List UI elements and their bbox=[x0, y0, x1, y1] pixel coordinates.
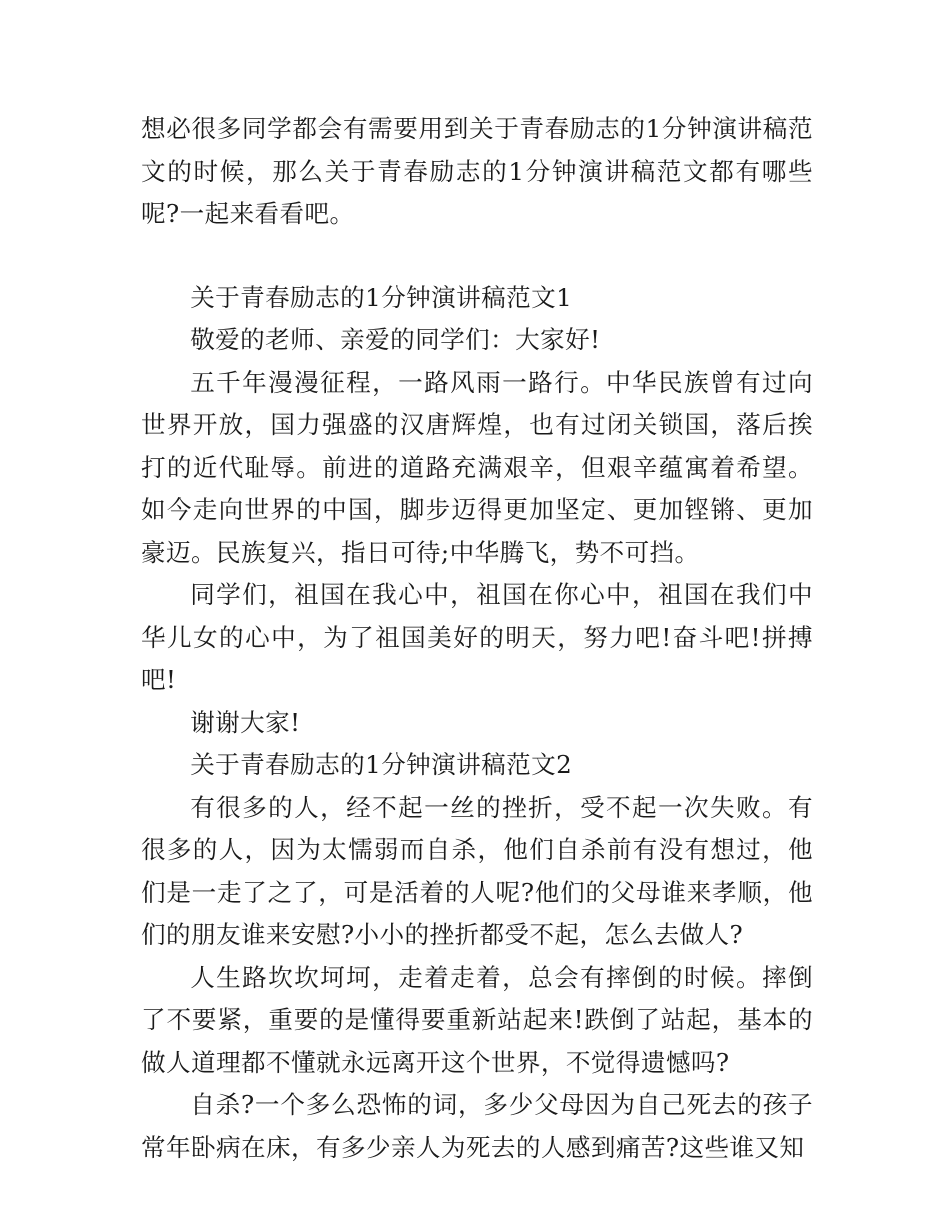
greeting-paragraph: 敬爱的老师、亲爱的同学们：大家好! bbox=[190, 325, 601, 354]
body-paragraph: 同学们，祖国在我心中，祖国在你心中，祖国在我们中华儿女的心中，为了祖国美好的明天，努力吧!奋斗吧!拼搏吧! bbox=[141, 580, 813, 694]
body-paragraph: 自杀?一个多么恐怖的词，多少父母因为自己死去的孩子常年卧病在床，有多少亲人为死去的人感到痛苦?这些谁又知 bbox=[141, 1090, 813, 1162]
body-paragraph: 有很多的人，经不起一丝的挫折，受不起一次失败。有很多的人，因为太懦弱而自杀，他们自杀前有没有想过，他们是一走了之了，可是活着的人呢?他们的父母谁来孝顺，他们的朋友谁来安慰?小小的挫折都受不起，怎么去做人? bbox=[141, 792, 813, 949]
body-paragraph: 五千年漫漫征程，一路风雨一路行。中华民族曾有过向世界开放，国力强盛的汉唐辉煌，也有过闭关锁国，落后挨打的近代耻辱。前进的道路充满艰辛，但艰辛蕴寓着希望。如今走向世界的中国，脚步迈得更加坚定、更加铿锵、更加豪迈。民族复兴，指日可待;中华腾飞，势不可挡。 bbox=[141, 367, 813, 567]
document-body bbox=[141, 108, 813, 1169]
intro-paragraph: 想必很多同学都会有需要用到关于青春励志的1分钟演讲稿范文的时候，那么关于青春励志的1分钟演讲稿范文都有哪些呢?一起来看看吧。 bbox=[141, 114, 813, 228]
section-heading-2: 关于青春励志的1分钟演讲稿范文2 bbox=[190, 750, 573, 779]
body-paragraph: 人生路坎坎坷坷，走着走着，总会有摔倒的时候。摔倒了不要紧，重要的是懂得要重新站起来!跌倒了站起，基本的做人道理都不懂就永远离开这个世界，不觉得遗憾吗? bbox=[141, 962, 813, 1077]
section-heading-1: 关于青春励志的1分钟演讲稿范文1 bbox=[190, 282, 573, 312]
closing-paragraph: 谢谢大家! bbox=[190, 707, 301, 737]
